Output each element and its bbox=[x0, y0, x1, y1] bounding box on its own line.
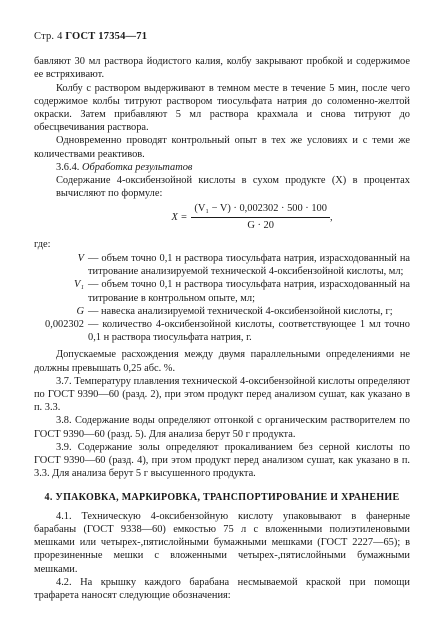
page-header bbox=[34, 30, 410, 43]
paragraph-4-2: 4.2. На крышку каждого барабана несмываемой краской при помощи трафарета наносят следующие обозначения: bbox=[34, 576, 410, 601]
definition-item bbox=[34, 278, 410, 304]
paragraph-4-1: 4.1. Техническую 4-оксибензойную кислоту упаковывают в фанерные барабаны (ГОСТ 9338—60) емкостью 75 л с вложенными полиэтиленовыми мешками или четырех-,пятислойными бумажными мешками (ГОСТ 2227—65); в прорезиненные мешки с вложенными четырех-,пятислойными бумажными мешками. bbox=[34, 510, 410, 575]
formula-fraction bbox=[191, 202, 330, 231]
standard-number: ГОСТ 17354—71 bbox=[65, 31, 148, 42]
document-page bbox=[34, 30, 410, 602]
definition-symbol: 0,002302 bbox=[45, 319, 84, 331]
subsection-3-6-4 bbox=[34, 161, 410, 174]
paragraph-continuation: бавляют 30 мл раствора йодистого калия, колбу закрывают пробкой и содержимое ее встряхивают. bbox=[34, 56, 410, 81]
definitions-list bbox=[34, 252, 410, 344]
where-label: где: bbox=[34, 238, 51, 250]
subsection-title: Обработка результатов bbox=[82, 161, 193, 173]
definition-item bbox=[34, 252, 410, 278]
paragraph-titration: Колбу с раствором выдерживают в темном месте в течение 5 мин, после чего содержимое колбы титруют раствором тиосульфата натрия до соломенно-желтой окраски. Затем прибавляют 5 мл раствора крахмала и снова титруют до обесцвечивания раствора. bbox=[34, 82, 410, 134]
paragraph-control-test: Одновременно проводят контрольный опыт в тех же условиях и с теми же количествами реактивов. bbox=[34, 135, 410, 160]
formula-denominator: G · 20 bbox=[247, 219, 274, 231]
paragraph-3-9: 3.9. Содержание золы определяют прокаливанием без серной кислоты по ГОСТ 9390—60 (разд. 4), при этом продукт перед анализом сушат, как указано в п. 3.3. Для анализа берут 5 г высушенного продукта. bbox=[34, 441, 410, 480]
definition-text: — количество 4-оксибензойной кислоты, соответствующее 1 мл точно 0,1 н раствора тиосульфата натрия, г. bbox=[88, 319, 410, 344]
definition-text: — объем точно 0,1 н раствора тиосульфата натрия, израсходованный на титрование в контрольном опыте, мл; bbox=[88, 279, 410, 304]
formula-intro: Содержание 4-оксибензойной кислоты в сухом продукте (X) в процентах вычисляют по формуле: bbox=[56, 175, 410, 200]
subsection-number: 3.6.4. bbox=[56, 161, 80, 173]
page-number: Стр. 4 bbox=[34, 31, 63, 42]
paragraph-tolerance: Допускаемые расхождения между двумя параллельными определениями не должны превышать 0,25 абс. %. bbox=[34, 349, 410, 374]
formula-numerator: (V₁ − V) · 0,002302 · 500 · 100 bbox=[191, 202, 330, 217]
formula-tail: , bbox=[329, 211, 333, 223]
formula-lhs: X = bbox=[171, 211, 188, 223]
definition-symbol: V bbox=[77, 253, 84, 265]
definition-symbol: V₁ bbox=[74, 279, 84, 291]
definition-text: — навеска анализируемой технической 4-оксибензойной кислоты, г; bbox=[88, 305, 393, 317]
formula bbox=[94, 202, 410, 231]
definition-text: — объем точно 0,1 н раствора тиосульфата натрия, израсходованный на титрование анализируемой технической 4-оксибензойной кислоты, мл; bbox=[88, 253, 410, 278]
paragraph-3-8: 3.8. Содержание воды определяют отгонкой с органическим растворителем по ГОСТ 9390—60 (разд. 5). Для анализа берут 50 г продукта. bbox=[34, 415, 410, 440]
definition-symbol: G bbox=[76, 305, 84, 317]
definition-item bbox=[34, 305, 410, 318]
paragraph-3-7: 3.7. Температуру плавления технической 4-оксибензойной кислоты определяют по ГОСТ 9390—60 (разд. 2), при этом продукт перед анализом сушат, как указано в п. 3.3. bbox=[34, 375, 410, 414]
section-4-title: 4. УПАКОВКА, МАРКИРОВКА, ТРАНСПОРТИРОВАНИЕ И ХРАНЕНИЕ bbox=[44, 491, 400, 503]
definition-item bbox=[34, 318, 410, 344]
